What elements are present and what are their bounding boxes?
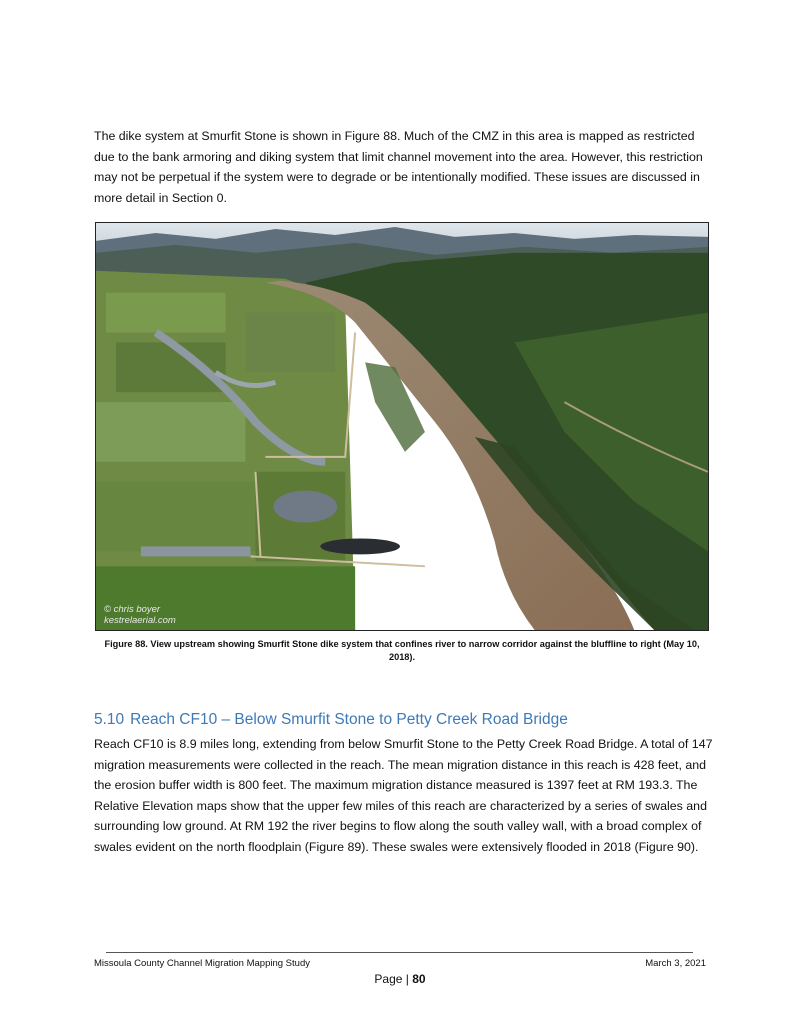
page-label: Page | <box>374 972 409 986</box>
figure-caption: Figure 88. View upstream showing Smurfit Stone dike system that confines river to narrow corridor against the bluffline to right (May 10, 2018). <box>104 639 700 662</box>
page-number <box>0 972 800 986</box>
footer-divider <box>106 952 693 953</box>
aerial-photo <box>96 223 708 630</box>
intro-paragraph: The dike system at Smurfit Stone is shown in Figure 88. Much of the CMZ in this area is mapped as restricted due to the bank armoring and diking system that limit channel movement into the area. However, this restriction may not be perpetual if the system were to degrade or be intentionally modified. These issues are discussed in more detail in Section 0. <box>94 129 703 205</box>
section-number: 5.10 <box>94 711 125 728</box>
footer-document-title: Missoula County Channel Migration Mapping Study <box>94 958 310 969</box>
page-number-value: 80 <box>412 972 426 986</box>
section-heading <box>94 711 568 729</box>
photo-credit-site: kestrelaerial.com <box>104 615 176 626</box>
photo-credit-name: © chris boyer <box>104 604 161 615</box>
footer-date: March 3, 2021 <box>645 958 706 969</box>
aerial-photo-figure <box>95 222 709 631</box>
section-title: Reach CF10 – Below Smurfit Stone to Petty Creek Road Bridge <box>130 711 568 728</box>
photo-credit <box>104 604 176 626</box>
section-paragraph: Reach CF10 is 8.9 miles long, extending from below Smurfit Stone to the Petty Creek Road Bridge. A total of 147 migration measurements were collected in the reach. The mean migration distance in this reach is 428 feet, and the erosion buffer width is 800 feet. The maximum migration distance measured is 1397 feet at RM 193.3. The Relative Elevation maps show that the upper few miles of this reach are characterized by a series of swales and surrounding low ground. At RM 192 the river begins to flow along the south valley wall, with a broad complex of swales evident on the north floodplain (Figure 89). These swales were extensively flooded in 2018 (Figure 90). <box>94 737 713 854</box>
